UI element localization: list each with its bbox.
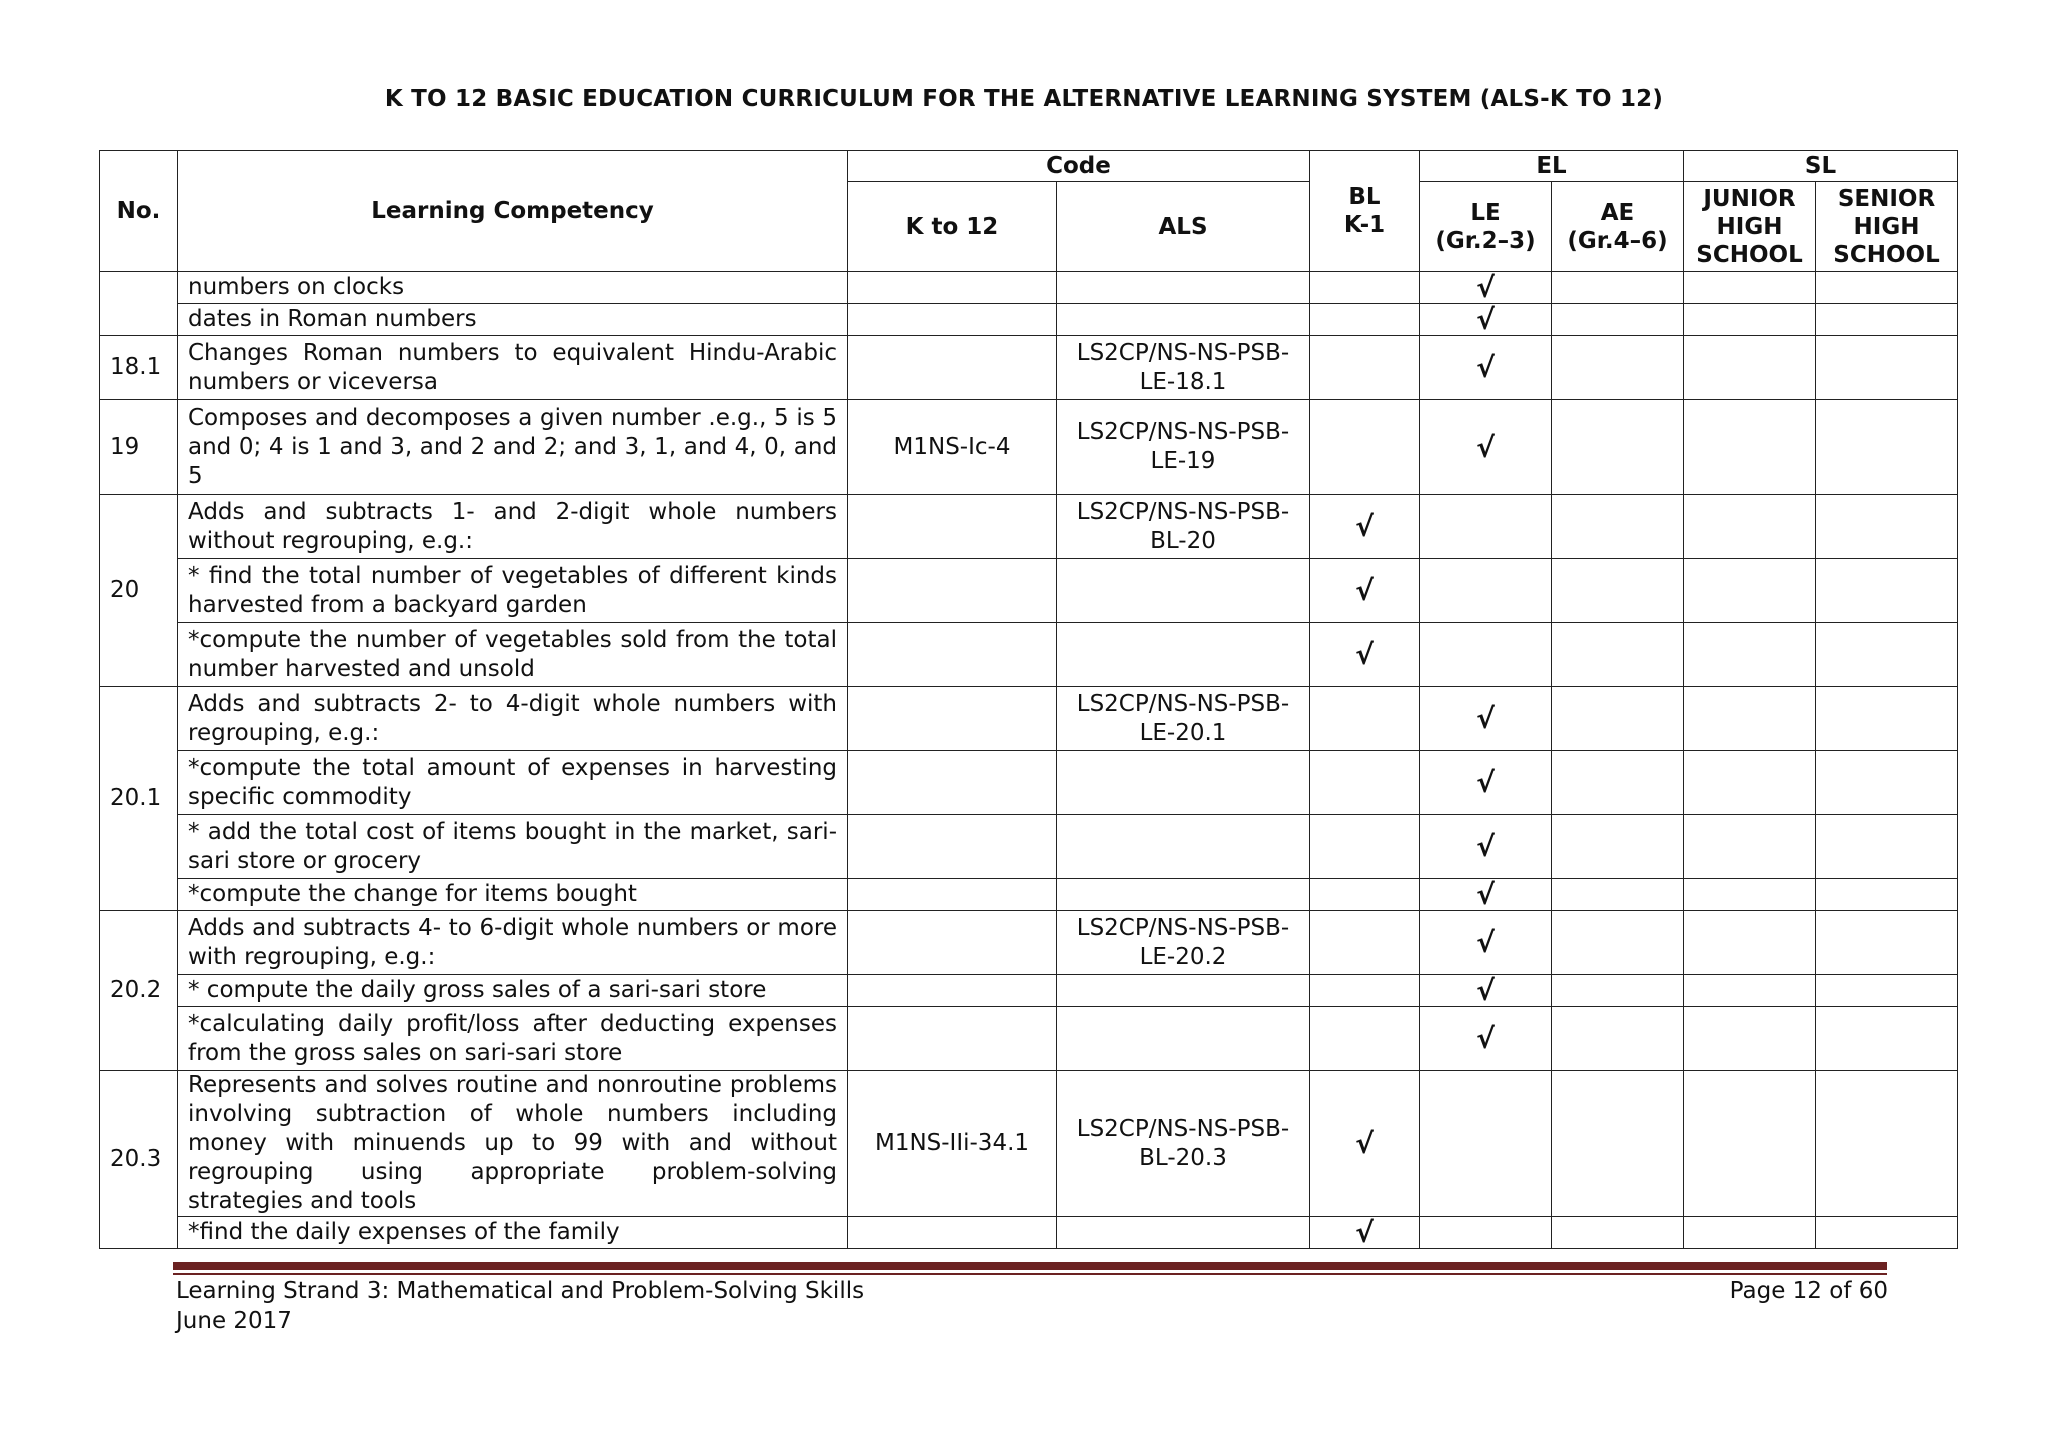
row-number: 20 [100, 495, 178, 687]
table-row [100, 1217, 1958, 1249]
jhs-cell [1684, 879, 1816, 911]
ae-cell [1552, 911, 1684, 975]
jhs-cell [1684, 1217, 1816, 1249]
shs-cell [1816, 815, 1958, 879]
als-code [1057, 304, 1310, 336]
header-k-to-12: K to 12 [848, 182, 1057, 272]
header-shs-line3: SCHOOL [1833, 241, 1940, 268]
competency-text: *find the daily expenses of the family [178, 1217, 848, 1249]
shs-cell [1816, 975, 1958, 1007]
als-code [1057, 272, 1310, 304]
le-check: √ [1420, 975, 1552, 1007]
als-code [1057, 1007, 1310, 1071]
k12-code [848, 815, 1057, 879]
shs-cell [1816, 911, 1958, 975]
table-row [100, 1071, 1958, 1217]
bl-check [1310, 751, 1420, 815]
footer-divider [173, 1262, 1887, 1270]
competency-text: numbers on clocks [178, 272, 848, 304]
als-code: LS2CP/NS-NS-PSB-BL-20.3 [1057, 1071, 1310, 1217]
als-code: LS2CP/NS-NS-PSB-LE-18.1 [1057, 336, 1310, 400]
jhs-cell [1684, 751, 1816, 815]
bl-check: √ [1310, 559, 1420, 623]
ae-cell [1552, 623, 1684, 687]
jhs-cell [1684, 1007, 1816, 1071]
row-number: 20.3 [100, 1071, 178, 1249]
table-row [100, 623, 1958, 687]
table-row [100, 272, 1958, 304]
bl-check [1310, 975, 1420, 1007]
header-shs-line2: HIGH [1853, 213, 1920, 240]
competency-text: *compute the total amount of expenses in harvesting specific commodity [178, 751, 848, 815]
competency-text: *compute the change for items bought [178, 879, 848, 911]
ae-cell [1552, 1007, 1684, 1071]
le-check: √ [1420, 815, 1552, 879]
als-code [1057, 815, 1310, 879]
header-le-line2: (Gr.2–3) [1435, 227, 1536, 254]
header-bl-line1: BL [1348, 184, 1381, 210]
header-ae [1552, 182, 1684, 272]
footer-left [176, 1276, 864, 1336]
bl-check [1310, 879, 1420, 911]
table-row [100, 687, 1958, 751]
jhs-cell [1684, 304, 1816, 336]
header-sl: SL [1684, 151, 1958, 182]
header-ae-line2: (Gr.4–6) [1567, 227, 1668, 254]
footer-page-number: Page 12 of 60 [1729, 1278, 1888, 1304]
als-code: LS2CP/NS-NS-PSB-BL-20 [1057, 495, 1310, 559]
k12-code [848, 1217, 1057, 1249]
le-check: √ [1420, 272, 1552, 304]
table-row [100, 911, 1958, 975]
table-row [100, 336, 1958, 400]
le-check [1420, 559, 1552, 623]
jhs-cell [1684, 272, 1816, 304]
le-check [1420, 623, 1552, 687]
le-check: √ [1420, 400, 1552, 495]
competency-text: *compute the number of vegetables sold from the total number harvested and unsold [178, 623, 848, 687]
bl-check [1310, 336, 1420, 400]
row-number: 18.1 [100, 336, 178, 400]
jhs-cell [1684, 495, 1816, 559]
shs-cell [1816, 1007, 1958, 1071]
shs-cell [1816, 304, 1958, 336]
shs-cell [1816, 559, 1958, 623]
ae-cell [1552, 1071, 1684, 1217]
bl-check: √ [1310, 623, 1420, 687]
k12-code: M1NS-IIi-34.1 [848, 1071, 1057, 1217]
le-check: √ [1420, 336, 1552, 400]
ae-cell [1552, 751, 1684, 815]
jhs-cell [1684, 1071, 1816, 1217]
k12-code [848, 751, 1057, 815]
le-check [1420, 495, 1552, 559]
shs-cell [1816, 687, 1958, 751]
jhs-cell [1684, 623, 1816, 687]
row-number: 20.2 [100, 911, 178, 1071]
k12-code [848, 623, 1057, 687]
footer-date: June 2017 [176, 1308, 292, 1334]
k12-code: M1NS-Ic-4 [848, 400, 1057, 495]
competency-text: * compute the daily gross sales of a sari-sari store [178, 975, 848, 1007]
table-row [100, 400, 1958, 495]
le-check [1420, 1217, 1552, 1249]
ae-cell [1552, 400, 1684, 495]
ae-cell [1552, 559, 1684, 623]
ae-cell [1552, 336, 1684, 400]
als-code [1057, 1217, 1310, 1249]
le-check: √ [1420, 911, 1552, 975]
k12-code [848, 911, 1057, 975]
header-jhs-line1: JUNIOR [1703, 185, 1796, 212]
le-check: √ [1420, 879, 1552, 911]
jhs-cell [1684, 687, 1816, 751]
header-junior-high-school [1684, 182, 1816, 272]
als-code [1057, 879, 1310, 911]
table-row [100, 879, 1958, 911]
curriculum-table [99, 150, 1958, 1249]
bl-check: √ [1310, 1217, 1420, 1249]
ae-cell [1552, 304, 1684, 336]
shs-cell [1816, 400, 1958, 495]
jhs-cell [1684, 815, 1816, 879]
le-check: √ [1420, 687, 1552, 751]
header-jhs-line2: HIGH [1716, 213, 1783, 240]
table-row [100, 751, 1958, 815]
competency-text: Represents and solves routine and nonroutine problems involving subtraction of whole numbers including money with minuends up to 99 with and without regrouping using appropriate problem-solving strategies and tools [178, 1071, 848, 1217]
ae-cell [1552, 879, 1684, 911]
header-le [1420, 182, 1552, 272]
le-check: √ [1420, 751, 1552, 815]
jhs-cell [1684, 975, 1816, 1007]
ae-cell [1552, 687, 1684, 751]
k12-code [848, 559, 1057, 623]
ae-cell [1552, 975, 1684, 1007]
row-number: 20.1 [100, 687, 178, 911]
competency-text: * find the total number of vegetables of different kinds harvested from a backyard garden [178, 559, 848, 623]
ae-cell [1552, 815, 1684, 879]
bl-check [1310, 304, 1420, 336]
competency-text: * add the total cost of items bought in the market, sari-sari store or grocery [178, 815, 848, 879]
als-code: LS2CP/NS-NS-PSB-LE-19 [1057, 400, 1310, 495]
k12-code [848, 304, 1057, 336]
shs-cell [1816, 1071, 1958, 1217]
page-title: K TO 12 BASIC EDUCATION CURRICULUM FOR THE ALTERNATIVE LEARNING SYSTEM (ALS-K TO 12) [384, 86, 1664, 112]
header-bl [1310, 151, 1420, 272]
le-check: √ [1420, 304, 1552, 336]
bl-check [1310, 272, 1420, 304]
footer-divider-thin [173, 1273, 1887, 1275]
shs-cell [1816, 272, 1958, 304]
bl-check [1310, 911, 1420, 975]
header-bl-line2: K-1 [1343, 212, 1386, 238]
als-code [1057, 623, 1310, 687]
row-number: 19 [100, 400, 178, 495]
competency-text: Changes Roman numbers to equivalent Hindu-Arabic numbers or viceversa [178, 336, 848, 400]
header-code: Code [848, 151, 1310, 182]
competency-text: Adds and subtracts 2- to 4-digit whole numbers with regrouping, e.g.: [178, 687, 848, 751]
header-jhs-line3: SCHOOL [1696, 241, 1803, 268]
ae-cell [1552, 272, 1684, 304]
bl-check [1310, 687, 1420, 751]
competency-text: *calculating daily profit/loss after deducting expenses from the gross sales on sari-sari store [178, 1007, 848, 1071]
als-code [1057, 751, 1310, 815]
bl-check [1310, 1007, 1420, 1071]
k12-code [848, 879, 1057, 911]
table-row [100, 559, 1958, 623]
header-als: ALS [1057, 182, 1310, 272]
competency-text: Adds and subtracts 4- to 6-digit whole numbers or more with regrouping, e.g.: [178, 911, 848, 975]
competency-text: Composes and decomposes a given number .e.g., 5 is 5 and 0; 4 is 1 and 3, and 2 and 2; and 3, 1, and 4, 0, and 5 [178, 400, 848, 495]
bl-check: √ [1310, 1071, 1420, 1217]
k12-code [848, 495, 1057, 559]
k12-code [848, 272, 1057, 304]
k12-code [848, 336, 1057, 400]
le-check: √ [1420, 1007, 1552, 1071]
shs-cell [1816, 336, 1958, 400]
header-no: No. [100, 151, 178, 272]
header-ae-line1: AE [1600, 199, 1635, 226]
header-el: EL [1420, 151, 1684, 182]
header-learning-competency: Learning Competency [178, 151, 848, 272]
jhs-cell [1684, 336, 1816, 400]
ae-cell [1552, 495, 1684, 559]
shs-cell [1816, 879, 1958, 911]
als-code [1057, 559, 1310, 623]
k12-code [848, 687, 1057, 751]
table-row [100, 304, 1958, 336]
table-row [100, 975, 1958, 1007]
le-check [1420, 1071, 1552, 1217]
header-le-line1: LE [1470, 199, 1501, 226]
competency-text: Adds and subtracts 1- and 2-digit whole numbers without regrouping, e.g.: [178, 495, 848, 559]
als-code: LS2CP/NS-NS-PSB-LE-20.1 [1057, 687, 1310, 751]
shs-cell [1816, 1217, 1958, 1249]
bl-check [1310, 815, 1420, 879]
row-number [100, 272, 178, 336]
k12-code [848, 975, 1057, 1007]
table-row [100, 495, 1958, 559]
header-shs-line1: SENIOR [1837, 185, 1936, 212]
jhs-cell [1684, 400, 1816, 495]
ae-cell [1552, 1217, 1684, 1249]
table-row [100, 1007, 1958, 1071]
k12-code [848, 1007, 1057, 1071]
jhs-cell [1684, 911, 1816, 975]
header-senior-high-school [1816, 182, 1958, 272]
als-code: LS2CP/NS-NS-PSB-LE-20.2 [1057, 911, 1310, 975]
shs-cell [1816, 623, 1958, 687]
shs-cell [1816, 495, 1958, 559]
competency-text: dates in Roman numbers [178, 304, 848, 336]
bl-check [1310, 400, 1420, 495]
bl-check: √ [1310, 495, 1420, 559]
table-row [100, 815, 1958, 879]
footer-learning-strand: Learning Strand 3: Mathematical and Problem-Solving Skills [176, 1278, 865, 1304]
als-code [1057, 975, 1310, 1007]
shs-cell [1816, 751, 1958, 815]
jhs-cell [1684, 559, 1816, 623]
